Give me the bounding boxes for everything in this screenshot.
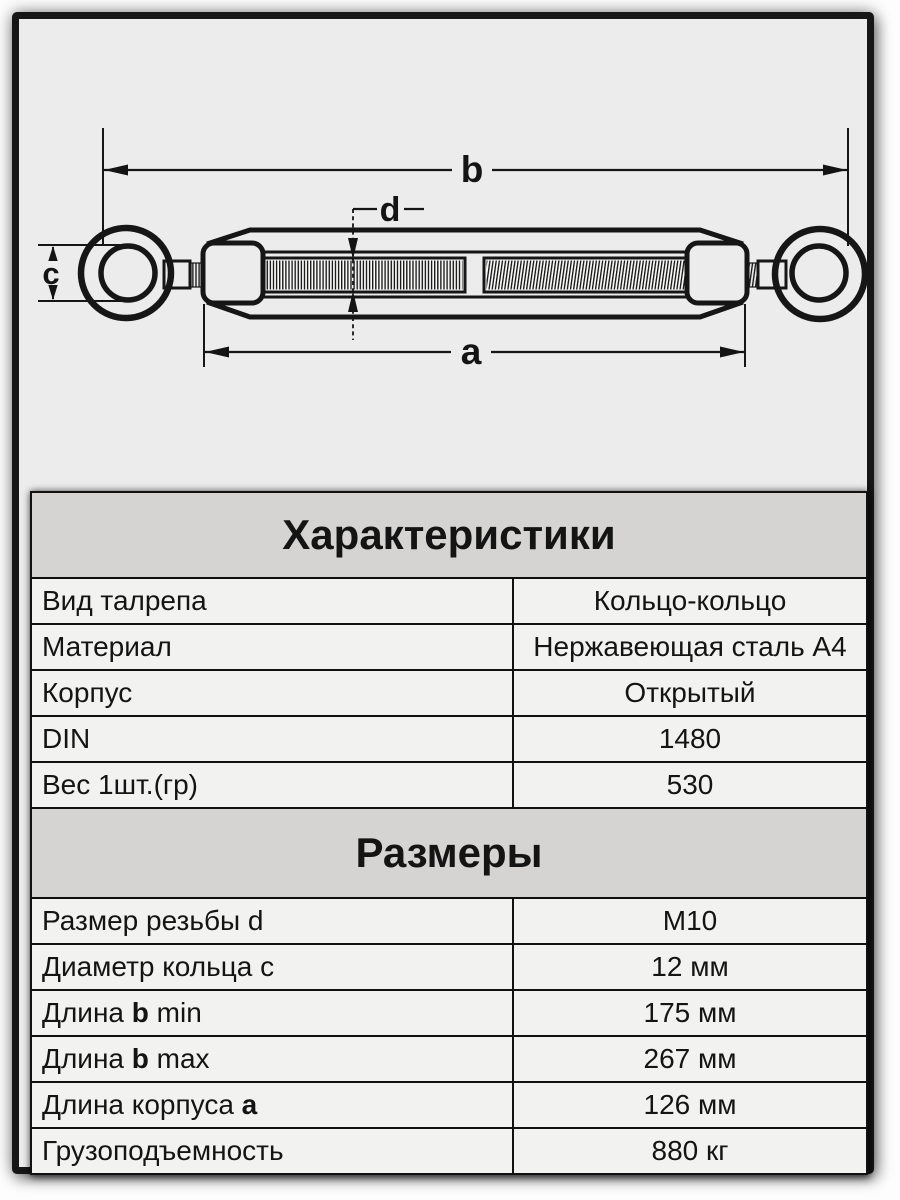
label-text: Длина bbox=[42, 997, 132, 1028]
label-bold: b bbox=[131, 1043, 149, 1074]
label-text: Материал bbox=[42, 631, 172, 662]
table-row bbox=[31, 990, 867, 1036]
arrow-left-icon bbox=[104, 165, 128, 176]
table-row bbox=[31, 578, 867, 624]
label-text: Грузоподъемность bbox=[42, 1135, 284, 1166]
right-thread-hatch bbox=[487, 261, 686, 290]
row-label bbox=[31, 670, 513, 716]
arrow-down-icon bbox=[348, 238, 358, 259]
right-nut bbox=[687, 243, 747, 303]
label-text: Длина корпуса bbox=[42, 1089, 242, 1120]
section-characteristics bbox=[31, 492, 867, 578]
row-value: 530 bbox=[513, 762, 867, 808]
table-row bbox=[31, 716, 867, 762]
turnbuckle-technical-diagram bbox=[19, 19, 881, 489]
arrow-right-icon bbox=[823, 165, 847, 176]
label-bold: b bbox=[131, 997, 149, 1028]
dimension-a-label: a bbox=[460, 331, 482, 372]
row-value: 880 кг bbox=[513, 1128, 867, 1174]
row-value: 1480 bbox=[513, 716, 867, 762]
table-row bbox=[31, 624, 867, 670]
label-text: Размер резьбы d bbox=[42, 905, 264, 936]
table-row bbox=[31, 898, 867, 944]
body-outline-bottom bbox=[207, 302, 743, 317]
table-row bbox=[31, 1128, 867, 1174]
label-text: Вес 1шт.(гр) bbox=[42, 769, 198, 800]
right-eye-outer bbox=[775, 229, 865, 319]
label-text: Длина bbox=[42, 1043, 132, 1074]
label-bold: a bbox=[241, 1089, 258, 1120]
table-row bbox=[31, 1082, 867, 1128]
table-row bbox=[31, 670, 867, 716]
table-row bbox=[31, 944, 867, 990]
label-text: Корпус bbox=[42, 677, 133, 708]
row-label bbox=[31, 762, 513, 808]
left-thread-hatch bbox=[265, 261, 463, 290]
table-row bbox=[31, 762, 867, 808]
table-row bbox=[31, 1036, 867, 1082]
section-title: Характеристики bbox=[31, 492, 867, 578]
row-value: Нержавеющая сталь А4 bbox=[513, 624, 867, 670]
section-dimensions bbox=[31, 808, 867, 898]
row-value: Кольцо-кольцо bbox=[513, 578, 867, 624]
row-label bbox=[31, 578, 513, 624]
row-label bbox=[31, 944, 513, 990]
dimension-b-label: b bbox=[460, 149, 484, 190]
row-label bbox=[31, 716, 513, 762]
threaded-rods bbox=[191, 258, 758, 292]
row-label bbox=[31, 1128, 513, 1174]
row-value: 126 мм bbox=[513, 1082, 867, 1128]
row-value: М10 bbox=[513, 898, 867, 944]
row-label bbox=[31, 898, 513, 944]
row-label bbox=[31, 1082, 513, 1128]
dimension-d-label: d bbox=[379, 191, 401, 229]
label-text: min bbox=[148, 997, 202, 1028]
spec-table bbox=[30, 491, 868, 1175]
row-value: Открытый bbox=[513, 670, 867, 716]
label-text: Вид талрепа bbox=[42, 585, 207, 616]
left-nut bbox=[203, 243, 263, 303]
label-text: max bbox=[148, 1043, 210, 1074]
dimension-c-label: c bbox=[42, 256, 60, 291]
right-eye-hole bbox=[792, 246, 846, 300]
row-value: 267 мм bbox=[513, 1036, 867, 1082]
arrow-up-icon bbox=[348, 291, 358, 312]
section-title: Размеры bbox=[31, 808, 867, 898]
body-outline-top bbox=[207, 230, 743, 244]
arrow-right-icon bbox=[720, 347, 744, 358]
row-value: 12 мм bbox=[513, 944, 867, 990]
label-text: Диаметр кольца с bbox=[42, 951, 275, 982]
row-label bbox=[31, 624, 513, 670]
arrow-left-icon bbox=[205, 347, 229, 358]
row-value: 175 мм bbox=[513, 990, 867, 1036]
row-label bbox=[31, 990, 513, 1036]
label-text: DIN bbox=[42, 723, 91, 754]
left-eye-hole bbox=[101, 246, 155, 300]
row-label bbox=[31, 1036, 513, 1082]
product-card-frame bbox=[12, 12, 874, 1174]
dimension-a bbox=[204, 304, 745, 372]
